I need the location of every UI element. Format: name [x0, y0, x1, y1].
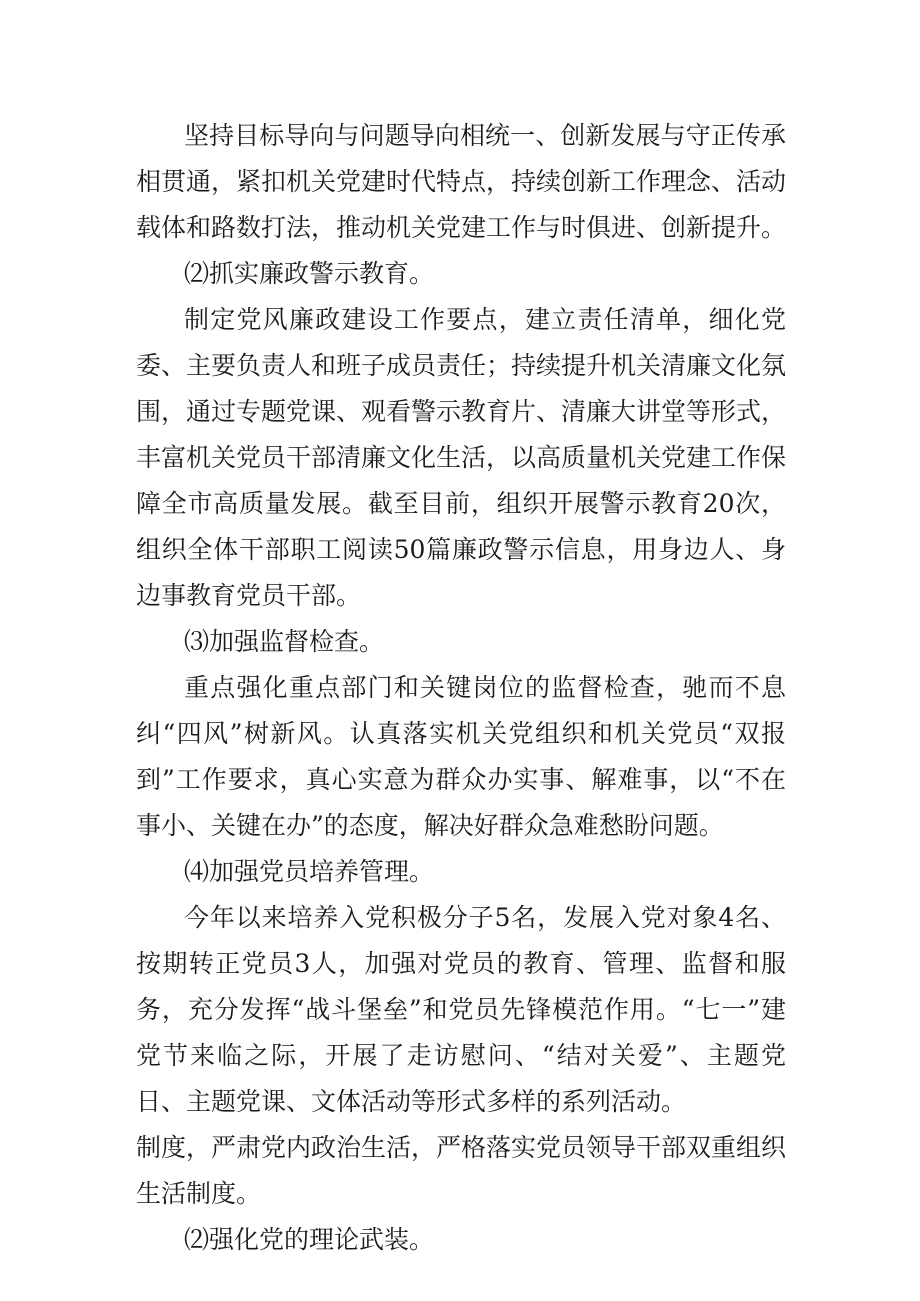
heading-theory-armament: ⑵强化党的理论武装。: [184, 1225, 435, 1254]
paragraph-system-continuation: 制度，严肃党内政治生活，严格落实党员领导干部双重组织生活制度。: [136, 1133, 787, 1208]
heading-member-management: ⑷加强党员培养管理。: [184, 857, 435, 886]
paragraph-integrity-education: 制定党风廉政建设工作要点，建立责任清单，细化党委、主要负责人和班子成员责任；持续提升机关清廉文化氛围，通过专题党课、观看警示教育片、清廉大讲堂等形式，丰富机关党员干部清廉文化生活，以高质量机关党建工作保障全市高质量发展。截至目前，组织开展警示教育20次，组织全体干部职工阅读50篇廉政警示信息，用身边人、身边事教育党员干部。: [136, 305, 787, 610]
paragraph-supervision: 重点强化重点部门和关键岗位的监督检查，驰而不息纠“四风”树新风。认真落实机关党组织和机关党员“双报到”工作要求，真心实意为群众办实事、解难事，以“不在事小、关键在办”的态度，解决好群众急难愁盼问题。: [136, 673, 786, 840]
document-body: [136, 113, 786, 1263]
paragraph-member-management: 今年以来培养入党积极分子5名，发展入党对象4名、按期转正党员3人，加强对党员的教育、管理、监督和服务，充分发挥“战斗堡垒”和党员先锋模范作用。“七一”建党节来临之际，开展了走访慰问、“结对关爱”、主题党日、主题党课、文体活动等形式多样的系列活动。: [136, 903, 786, 1116]
heading-integrity-education: ⑵抓实廉政警示教育。: [184, 259, 435, 288]
heading-supervision: ⑶加强监督检查。: [184, 627, 385, 656]
paragraph-goal-orientation: 坚持目标导向与问题导向相统一、创新发展与守正传承相贯通，紧扣机关党建时代特点，持续创新工作理念、活动载体和路数打法，推动机关党建工作与时俱进、创新提升。: [136, 121, 787, 242]
